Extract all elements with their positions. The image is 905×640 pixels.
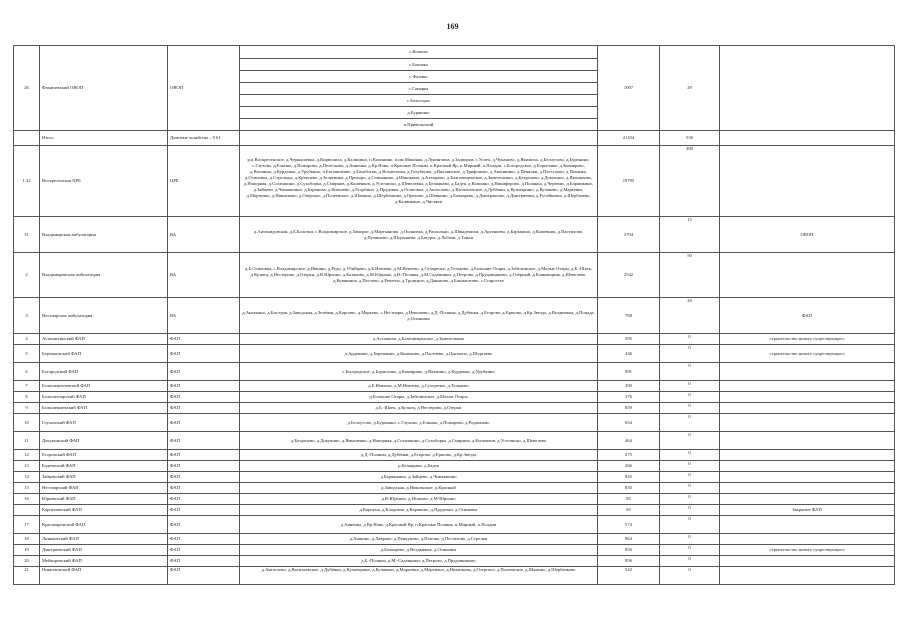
- population: 845: [598, 472, 660, 483]
- facility-name: Воскресенская ЦРБ: [40, 146, 168, 217]
- facility-name: Юрьевский ФАП: [40, 494, 168, 505]
- table-row: [14, 334, 895, 345]
- table-row: [14, 567, 895, 585]
- note: ОВОП: [720, 217, 895, 253]
- note: [720, 414, 895, 432]
- population: 464: [598, 432, 660, 450]
- facility-name: Фомичевский ОВОП: [40, 46, 168, 131]
- note: [720, 556, 895, 567]
- facility-type: ФАП: [168, 334, 240, 345]
- population: 376: [598, 392, 660, 403]
- table-row: [14, 505, 895, 516]
- note: [720, 432, 895, 450]
- note: строительство нового существующего: [720, 545, 895, 556]
- population: 436: [598, 345, 660, 363]
- table-row: [14, 461, 895, 472]
- facility-name: Карпунинский ФАП: [40, 505, 168, 516]
- table-row: [14, 483, 895, 494]
- note: [720, 146, 895, 217]
- population: 266: [598, 461, 660, 472]
- population: 1007: [598, 46, 660, 131]
- staff-count: 0: [660, 483, 720, 494]
- facility-type: ФАП: [168, 494, 240, 505]
- facility-name: Бадеевский ФАП: [40, 461, 168, 472]
- population: 3704: [598, 217, 660, 253]
- facility-name: Владимирская амбулатория: [40, 217, 168, 253]
- facility-name: Докукинский ФАП: [40, 432, 168, 450]
- villages-list: д.Антонидовская, д.Б.Болотки, с.Владимирское, д.Заморье, д.Мартьяново, д.Осиновка, д.Раскольно, д.Швыденихи, д.Арсеньево, д.Барыкино, д.Кожевник, д.Пастилово, д.Пуминово, д.Шурышева, д.Батуры, д.Лобачи, д.Тонки: [240, 217, 598, 253]
- row-number: [14, 505, 40, 516]
- staff-count: 0: [660, 516, 720, 534]
- facility-name: Большеиевлевский ФАП: [40, 381, 168, 392]
- facility-type: ФАП: [168, 461, 240, 472]
- table-row: [14, 432, 895, 450]
- facility-type: ОВОП: [168, 46, 240, 131]
- villages-list: д.Карпуня, д.Кладовая, д.Каракино, д.Прудовка, д.Осиновка: [240, 505, 598, 516]
- staff-count: 0: [660, 505, 720, 516]
- population: 864: [598, 534, 660, 545]
- population: 859: [598, 403, 660, 414]
- village-cell: с.Кошово: [240, 46, 598, 59]
- note: [720, 392, 895, 403]
- villages-list: с.Богородское, д.Борисенко, д.Кокоярово, д.Вахмино, д.Курденко, д.Урубкино: [240, 363, 598, 381]
- row-number: 3: [14, 298, 40, 334]
- facility-name: Владимировская амбулатория: [40, 253, 168, 298]
- population: 654: [598, 414, 660, 432]
- population: 835: [598, 483, 660, 494]
- staff-count: 50: [660, 253, 720, 298]
- village-cell: с.Самарка: [240, 83, 598, 95]
- note: [720, 483, 895, 494]
- villages-list: д.Ангакино, д.Быстрая, д.Заводская, д.Зелёная, д.Карпово, д.Марьево, с.Нестиары, д.Некошево, д.Д.-Поляны, д.Дубёнки, д.Егорово, д.Ершово, д.Кр.Звезда, д.Воздвижка, д.Понада, д.Осиновка: [240, 298, 598, 334]
- table-row: [14, 450, 895, 461]
- totals-population: 21104: [598, 131, 660, 146]
- table-row: [14, 363, 895, 381]
- facility-type: ВА: [168, 253, 240, 298]
- village-cell: с.Фалино: [240, 71, 598, 83]
- note: ФАП: [720, 298, 895, 334]
- staff-count: 15: [660, 217, 720, 253]
- note: [720, 494, 895, 505]
- totals-type: Домовые хозяйства – 9 61: [168, 131, 240, 146]
- staff-count: 0: [660, 556, 720, 567]
- villages-list: д.Бочкарево, д.Воздвижка, д.Осиновка: [240, 545, 598, 556]
- facility-name: Нестиарский ФАП: [40, 483, 168, 494]
- villages-list: д.Большие Отары, д.Забелинское, д.Малые Отары: [240, 392, 598, 403]
- staff-count: 0: [660, 494, 720, 505]
- facility-type: ФАП: [168, 363, 240, 381]
- staff-count: 380: [660, 146, 720, 217]
- row-number: 7: [14, 381, 40, 392]
- row-number: 11: [14, 432, 40, 450]
- row-number: 15: [14, 483, 40, 494]
- facility-name: Большешаекский ФАП: [40, 403, 168, 414]
- population: 991: [598, 363, 660, 381]
- staff-count: 29: [660, 298, 720, 334]
- row-number: 18: [14, 534, 40, 545]
- row-number: 4: [14, 334, 40, 345]
- population: 65: [598, 505, 660, 516]
- note: [720, 567, 895, 585]
- row-number: 10: [14, 414, 40, 432]
- villages-list: д.Барашкино, д.Зайцево, д.Чимакшино: [240, 472, 598, 483]
- note: [720, 461, 895, 472]
- population: 856: [598, 556, 660, 567]
- facility-type: ФАП: [168, 545, 240, 556]
- note: [720, 472, 895, 483]
- facility-type: ФАП: [168, 483, 240, 494]
- villages-list: д.Ангаслово, д.Васильевское, д.Дубёнки, д.Кузнецкино, д.Кучаково, д.Марьевка, д.Мартюшо, д.Никитково, д.Озерское, д.Полеевское, д.Шамино, д.Шербачково: [240, 567, 598, 585]
- note: строительство нового существующего: [720, 345, 895, 363]
- village-cell: с.Белогорье: [240, 95, 598, 107]
- staff-count: 0: [660, 534, 720, 545]
- staff-count: 0: [660, 450, 720, 461]
- facility-name: Линьковский ФАП: [40, 534, 168, 545]
- facility-type: ФАП: [168, 392, 240, 403]
- totals-label: Итого: [40, 131, 168, 146]
- staff-count: 0: [660, 392, 720, 403]
- row-number: 6: [14, 363, 40, 381]
- villages-list: р.п.Воскресенское, д.Чернышевка, д.Кирюшиха, д.Калинино, п.Калинино, п.им.Микояна, д.Лукинчиха, д.Задворки, с.Успех, д.Чуканово, д.Якимиха, д.Белоусово, д.Буренино, с.Глухово, д.Елкино, д.Пожарово, д.Пелесково, д.Анненка, д.Кр.Новь, п.Красные Поляны, п.Красный Яр, п.Мирный, п.Полдни, с.Богородское, д.Борисенко, д.Кокоярово, д.Вахмино, д.Курденко, д.Урубкино, п.Богоявление, д.Бахаботки, д.Вознесенка, д.Голубцово, д.Вяхлинское, д.Трифоново, д.Ашкинино, д.Пенялки, д.Пастухово, д.Паханка, д.Осиновка, д.Стрельцы, д.Кремлево, д.Зелятинка, д.Прохоро, д.Семьянино, д.Шишкино, д.Ахтырово, д.Благовещенское, д.Заметелкино, д.Безденово, д.Докукино, д.Ямышенко, д.Напорная, д.Согашкино, д.Сухоборка, д.Смирнов, д.Кошенков, д.Усточиско, д.Шевелевка, д.Беляцкаво, д.Бадея, д.Копкино, д.Никифорово, д.Полянка, д.Черемис, д.Барашкино, д.Зайцево, д.Чимакшино, д.Баранова, д.Ковалево, д.Егорбино, д.Прудовка, д.Осиповка, д.Ангаслово, д.Васильевское, д.Дубёнки, д.Кузнецкино, д.Кучаково, д.Марьевка, д.Мартюшо, д.Никитково, д.Озерское, д.Полеевское, д.Шамино, д.Шербачково, д.Орехово, д.Шевкино, д.Бочкарево, д.Дмитрашово, д.Дмитриевка, д.Русейковка, д.Шербачево, д.Калинкино, д.Чистяки: [240, 146, 598, 217]
- row-number: 17: [14, 516, 40, 534]
- row-number: 16: [14, 494, 40, 505]
- note: [720, 363, 895, 381]
- table-row: [14, 381, 895, 392]
- villages-list: д.В-Юрьино, д.Исаково, д.М-Юрьино: [240, 494, 598, 505]
- population: 574: [598, 516, 660, 534]
- totals-row: [14, 131, 895, 146]
- row-number: 9: [14, 403, 40, 414]
- facility-name: Бережковский ФАП: [40, 345, 168, 363]
- population: 856: [598, 545, 660, 556]
- row-number: 19: [14, 545, 40, 556]
- table-row: [14, 345, 895, 363]
- staff-count: 0: [660, 403, 720, 414]
- facility-type: ФАП: [168, 345, 240, 363]
- village-cell: с.Боковка: [240, 59, 598, 71]
- table-row: [14, 516, 895, 534]
- table-row: [14, 403, 895, 414]
- table-row: [14, 217, 895, 253]
- facility-name: Нестиарская амбулатория: [40, 298, 168, 334]
- facility-name: Никитковский ФАП: [40, 567, 168, 585]
- facility-name: Дмитриевский ФАП: [40, 545, 168, 556]
- staff-count: 0: [660, 567, 720, 585]
- population: 85: [598, 494, 660, 505]
- row-number: 12: [14, 450, 40, 461]
- staff-count: 0: [660, 363, 720, 381]
- row-number: 5: [14, 345, 40, 363]
- facility-type: ФАП: [168, 381, 240, 392]
- population: 290: [598, 381, 660, 392]
- row-number: 13: [14, 461, 40, 472]
- table-row: [14, 253, 895, 298]
- facility-type: ФАП: [168, 516, 240, 534]
- villages-list: д.Б.-Поляны, д.М.-Садовники, д.Петрово, д.Прудовниково: [240, 556, 598, 567]
- villages-list: д.Д.-Поляны, д.Дубёнки, д.Егорово, д.Ершово, д.Кр.Звезда: [240, 450, 598, 461]
- population: 542: [598, 567, 660, 585]
- village-cell: д.Бурякино: [240, 107, 598, 119]
- table-row: [14, 556, 895, 567]
- villages-list: р.Беляцкаво, д.Бадея: [240, 461, 598, 472]
- facility-name: Краснояровский ФАП: [40, 516, 168, 534]
- facility-name: Егоровский ФАП: [40, 450, 168, 461]
- row-number: 2: [14, 253, 40, 298]
- note: [720, 253, 895, 298]
- facility-type: ФАП: [168, 472, 240, 483]
- facility-name: Зайцевский ФАП: [40, 472, 168, 483]
- note: Закрытие ФАП: [720, 505, 895, 516]
- facility-name: Мейкоровский ФАП: [40, 556, 168, 567]
- table-row: [14, 534, 895, 545]
- facility-type: ФАП: [168, 567, 240, 585]
- row-number: 14: [14, 472, 40, 483]
- row-number: 31: [14, 217, 40, 253]
- staff-count: 0: [660, 334, 720, 345]
- facility-name: Асташихинский ФАП: [40, 334, 168, 345]
- staff-count: 0: [660, 432, 720, 450]
- note: строительство нового существующего: [720, 334, 895, 345]
- facility-type: ФАП: [168, 432, 240, 450]
- population: 19795: [598, 146, 660, 217]
- villages-list: д.Белоусово, д.Буренино, с.Глухово, д.Елкино, д.Пожарово, д.Родионово: [240, 414, 598, 432]
- villages-list: д.Б.Иевлево, д.М.Иевлево, д.Сухоречье, д.Тельково: [240, 381, 598, 392]
- villages-list: д.Безденово, д.Докукино, д.Ямышенко, д.Напорная, д.Согашкино, д.Сухоборка, д.Смирнов, д.Кошенков, д.Усточиско, д.Шевелево: [240, 432, 598, 450]
- page-number: 169: [446, 22, 459, 31]
- table-row: [14, 494, 895, 505]
- note: [720, 381, 895, 392]
- staff-count: 0: [660, 345, 720, 363]
- table-row: [14, 298, 895, 334]
- population: 395: [598, 334, 660, 345]
- table-row: [14, 146, 895, 217]
- staff-count: 0: [660, 381, 720, 392]
- row-number: 21: [14, 567, 40, 585]
- facility-type: ВА: [168, 217, 240, 253]
- facilities-table: [13, 45, 895, 585]
- table-row: [14, 472, 895, 483]
- facility-type: ФАП: [168, 556, 240, 567]
- population: 275: [598, 450, 660, 461]
- note: [720, 534, 895, 545]
- facility-type: ФАП: [168, 450, 240, 461]
- table-row: [14, 414, 895, 432]
- facility-type: ЦРБ: [168, 146, 240, 217]
- note: [720, 403, 895, 414]
- facility-type: ФАП: [168, 505, 240, 516]
- facility-name: Большеотарский ФАП: [40, 392, 168, 403]
- villages-list: д.Б.Осиновка, с.Владимирское, д.Ивкино, д.Рудо, д.Убийцево, д.Б.Иевлево, д.М.Иевлево, д.Сухоречье, д.Тельково, д.Большие Отары, д.Забелинское, д.Малые Отары, д.Б.-Шаек, д.Кузнец, д.Нестерово, д.Озерки, д.В.Юрьино, д.Казаково, д.М.Юрьино, д.В.-Поляны, д.М.Садовники, д.Петрово, д.Прудовниково, д.Озёрный, д.Бояковщина, д.Шевелево, д.Кувшинов, д.Пестово, д.Решеты, д.Троицкое, д.Даньково, д.Баклыштово, с.Старостье: [240, 253, 598, 298]
- table-row: [14, 392, 895, 403]
- staff-count: 0: [660, 472, 720, 483]
- population: 2542: [598, 253, 660, 298]
- facility-name: Богородский ФАП: [40, 363, 168, 381]
- staff-count: 29: [660, 46, 720, 131]
- totals-staff: 530: [660, 131, 720, 146]
- villages-list: д.Анненка, д.Кр.Новь, д.Красный Яр, п.Красные Поляны, п.Мирный, п.Полдни: [240, 516, 598, 534]
- row-number: 1.32: [14, 146, 40, 217]
- facility-type: ФАП: [168, 414, 240, 432]
- table-row: [14, 545, 895, 556]
- facility-type: ВА: [168, 298, 240, 334]
- facility-name: Глуховский ФАП: [40, 414, 168, 432]
- village-cell: п.Привольский: [240, 119, 598, 131]
- staff-count: 0: [660, 461, 720, 472]
- note: [720, 516, 895, 534]
- row-number: 20: [14, 556, 40, 567]
- row-number: 26: [14, 46, 40, 131]
- staff-count: 0: [660, 414, 720, 432]
- note: [720, 450, 895, 461]
- facility-type: ФАП: [168, 534, 240, 545]
- row-number: 8: [14, 392, 40, 403]
- villages-list: д.Арденино, д.Бережково, д.Кононово, д.Пасечево, д.Цыплено, д.Шургаево: [240, 345, 598, 363]
- villages-list: д.Ашкино, д.Лаврово, д.Пенкувово, д.Попово, д.Пестятово, д.Стрелки: [240, 534, 598, 545]
- villages-list: д.Заводская, д.Никольское, д.Красный: [240, 483, 598, 494]
- table-row: [14, 46, 895, 59]
- villages-list: д.Асташиха, д.Благовещенское, д.Заметелкино: [240, 334, 598, 345]
- facility-type: ФАП: [168, 403, 240, 414]
- note: [720, 46, 895, 131]
- villages-list: д.Б.-Шаек, д.Кузнец, д.Нестерово, д.Озерки: [240, 403, 598, 414]
- staff-count: 0: [660, 545, 720, 556]
- population: 768: [598, 298, 660, 334]
